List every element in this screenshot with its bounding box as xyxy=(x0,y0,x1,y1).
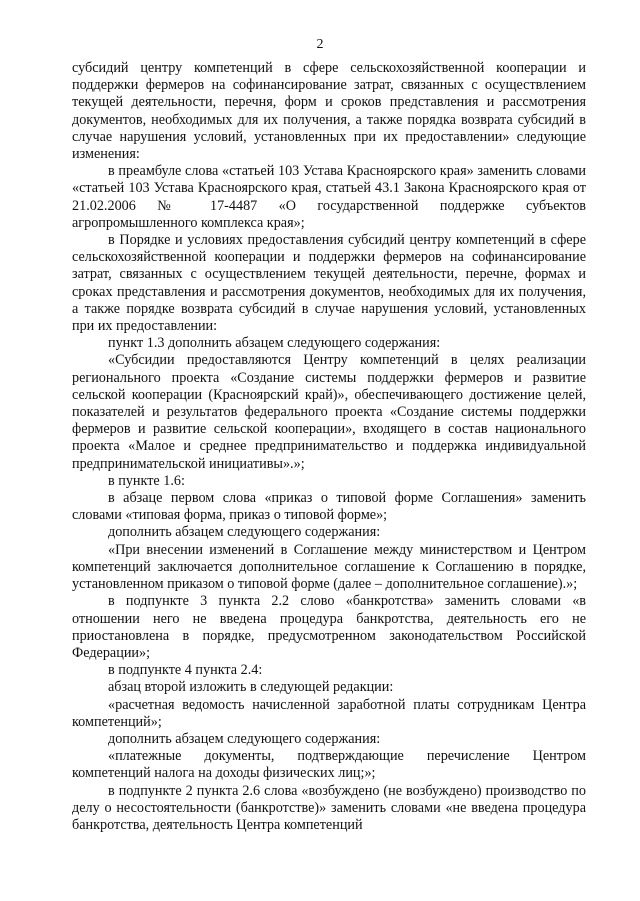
paragraph: «Субсидии предоставляются Центру компетенций в целях реализации регионального проекта «Создание системы поддержки фермеров и развитие сельской кооперации (Красноярский край)», обеспечивающего достижение целей, показателей и результатов федерального проекта «Создание системы поддержки фермеров и развитие сельской кооперации», входящего в состав национального проекта «Малое и среднее предпринимательство и поддержка индивидуальной предпринимательской инициативы».»; xyxy=(72,352,586,472)
paragraph: «платежные документы, подтверждающие перечисление Центром компетенций налога на доходы физических лиц;»; xyxy=(72,748,586,782)
paragraph: дополнить абзацем следующего содержания: xyxy=(108,730,381,747)
page-number: 2 xyxy=(316,37,324,52)
paragraph: в абзаце первом слова «приказ о типовой форме Соглашения» заменить словами «типовая форма, приказ о типовой форме»; xyxy=(72,490,586,524)
paragraph: в подпункте 3 пункта 2.2 слово «банкротства» заменить словами «в отношении него не введена процедура банкротства, деятельность его не приостановлена в порядке, предусмотренном законодательством Российской Федерации»; xyxy=(72,593,586,661)
paragraph: в Порядке и условиях предоставления субсидий центру компетенций в сфере сельскохозяйственной кооперации и поддержки фермеров на софинансирование затрат, связанных с осуществлением текущей деятельности, перечне, формах и сроках представления и рассмотрения документов, необходимых для их получения, а также порядке возврата субсидий в случае нарушения условий, установленных при их предоставлении: xyxy=(72,232,586,335)
paragraph: в подпункте 4 пункта 2.4: xyxy=(108,662,263,679)
paragraph: в подпункте 2 пункта 2.6 слова «возбуждено (не возбуждено) производство по делу о несостоятельности (банкротстве)» заменить словами «не введена процедура банкротства, деятельность Центра компетенций xyxy=(72,782,586,833)
paragraph: абзац второй изложить в следующей редакции: xyxy=(108,679,394,696)
paragraph: в преамбуле слова «статьей 103 Устава Красноярского края» заменить словами «статьей 103 Устава Красноярского края, статьей 43.1 Закона Красноярского края от 21.02.2006 № 17-4487 «О государственной поддержке субъектов агропромышленного комплекса края»; xyxy=(72,163,586,231)
paragraph: дополнить абзацем следующего содержания: xyxy=(108,524,381,541)
document-body xyxy=(72,60,586,834)
paragraph: «расчетная ведомость начисленной заработной платы сотрудникам Центра компетенций»; xyxy=(72,696,586,730)
paragraph: субсидий центру компетенций в сфере сельскохозяйственной кооперации и поддержки фермеров на софинансирование затрат, связанных с осуществлением текущей деятельности, перечня, форм и сроков представления и рассмотрения документов, необходимых для их получения, а также порядка возврата субсидий в случае нарушения условий, установленных при их предоставлении» следующие изменения: xyxy=(72,60,586,163)
paragraph: в пункте 1.6: xyxy=(108,472,185,489)
paragraph: «При внесении изменений в Соглашение между министерством и Центром компетенций заключается дополнительное соглашение к Соглашению в порядке, установленном приказом о типовой форме (далее – дополнительное соглашение).»; xyxy=(72,541,586,593)
paragraph: пункт 1.3 дополнить абзацем следующего содержания: xyxy=(108,335,441,352)
